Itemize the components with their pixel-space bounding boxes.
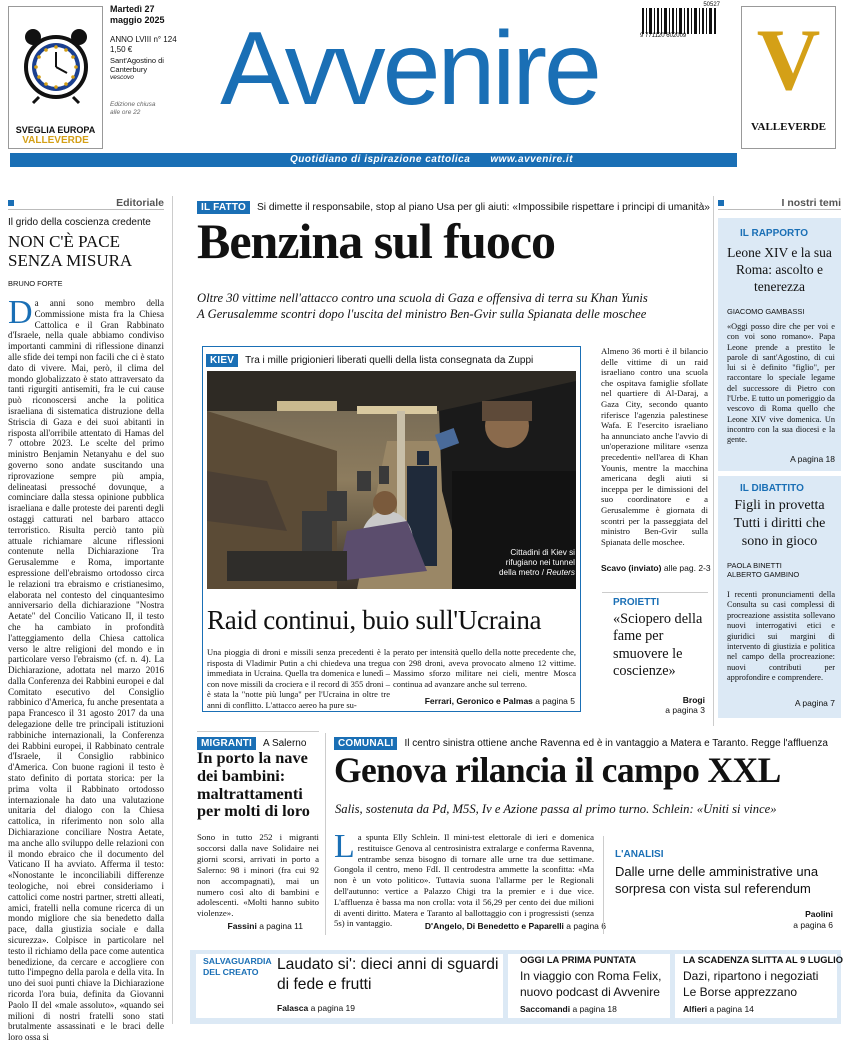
laudato-title: Laudato si': dieci anni di sguardi di fede e frutti [277, 956, 499, 993]
main-kicker: Si dimette il responsabile, stop al piano Usa per gli aiuti: «Impossibile rispettare i principi di umanità» [256, 202, 710, 213]
sidebar-label: I nostri temi [781, 196, 841, 209]
comunali-body: La spunta Elly Schlein. Il mini-test elettorale di ieri e domenica restituisce Genova al centrosinistra extralarge e conferma Ravenna, entrambe senza bisogno di tornare alle urne tra due settimane. Gongola il centro, meno FdI. Il centrodestra ammette la sconfitta: «Ma non è un voto politico». Tuttavia suona l'allarme per le Regionali dell'autunno: vertice a Palazzo Chigi tra la premier e i due vice. L'affluenza è bassa ma non crolla: vota il 56,29 per cento dei due milioni di aventi diritto. Matera e Taranto al ballottaggio con i progressisti (senza 5s) in vantaggio. [334, 828, 594, 929]
dibattito-ref: A pagina 7 [794, 698, 835, 708]
puntata-ref: Saccomandi a pagina 18 [520, 1004, 617, 1014]
migranti-divider [325, 733, 326, 935]
divider-left [172, 196, 173, 1024]
migranti-byline: Fassini [227, 921, 257, 931]
right-ad-brand: VALLEVERDE [751, 121, 826, 133]
kiev-headline[interactable]: Raid continui, buio sull'Ucraina [207, 605, 542, 635]
proietti-kicker: PROIETTI [613, 597, 660, 608]
issue-info [110, 4, 185, 117]
analisi-title: Dalle urne delle amministrative una sorpresa con vista sul referendum [615, 864, 819, 896]
main-col-text: Almeno 36 morti è il bilancio delle vittime di un raid israeliano contro una scuola che ospitava famiglie sfollate nel quartiere di Al-Daraj, a Gaza City, secondo quanto riferisce l'agenzia palestinese Wafa. E l'esercito israeliano ha annunciato anche l'avvio di un'operazione militare «senza precedenti» nell'area di Khan Younis, mentre la macchina americana degli aiuti si inceppa per le dimissioni del suo coordinatore e a Gerusalemme è giornata di scontri per la passeggiata del ministro Ben-Gvir sulla Spianata delle moschee. [601, 346, 708, 547]
right-ad-box[interactable] [741, 6, 836, 149]
saint-role: vescovo [110, 74, 134, 81]
luglio-byline: Alfieri [683, 1004, 708, 1014]
left-ad-line1: SVEGLIA EUROPA [15, 125, 96, 135]
sidebar-label-row [718, 196, 841, 210]
rapporto-ref: A pagina 18 [790, 454, 835, 464]
kiev-ref: Ferrari, Geronico e Palmas a pagina 5 [424, 696, 575, 706]
dibattito-author1: PAOLA BINETTI [727, 561, 782, 570]
rapporto-title: Leone XIV e la sua Roma: ascolto e tenerezza [727, 245, 832, 294]
puntata-title: In viaggio con Roma Felix, nuovo podcast di Avvenire [520, 969, 662, 999]
analisi-ref: a pagina 6 [793, 920, 833, 930]
rapporto-author: GIACOMO GAMBASSI [727, 307, 805, 316]
analisi-author: Paolini [805, 909, 833, 919]
barcode-icon [640, 8, 720, 34]
editorial-label-row [8, 196, 164, 210]
kiev-tag: KIEV [206, 354, 238, 367]
main-col-ref: Scavo (inviato) alle pag. 2-3 [601, 563, 711, 573]
luglio-title: Dazi, ripartono i negoziati Le Borse apprezzano [683, 969, 819, 999]
masthead-title[interactable]: Avvenire [220, 11, 599, 127]
editorial-title[interactable]: NON C'È PACE SENZA MISURA [8, 232, 133, 270]
luglio-kicker: LA SCADENZA SLITTA AL 9 LUGLIO [683, 955, 843, 965]
comunali-kicker: Il centro sinistra ottiene anche Ravenna ed è in vantaggio a Matera e Taranto. Regge l'affluenza [404, 738, 828, 749]
migranti-kicker: A Salerno [263, 738, 307, 749]
barcode-number: 9 771120 602009 [640, 33, 687, 39]
comunali-byline: D'Angelo, Di Benedetto e Paparelli [424, 921, 564, 931]
left-ad-box[interactable] [8, 6, 103, 149]
migranti-headline[interactable]: In porto la nave dei bambini: maltrattamenti per molti di loro [197, 748, 310, 821]
kiev-photo-source: Reuters [546, 568, 575, 577]
migranti-ref: Fassini a pagina 11 [227, 921, 303, 931]
editorial-kicker: Il grido della coscienza credente [8, 217, 151, 228]
puntata-byline: Saccomandi [520, 1004, 571, 1014]
laudato-byline: Falasca [277, 1003, 309, 1013]
salvaguardia-label: SALVAGUARDIA DEL CREATO [203, 956, 272, 977]
kiev-kicker-row [206, 350, 578, 368]
comunali-subline: Salis, sostenuta da Pd, M5S, Iv e Azione passa al primo turno. Schlein: «Uniti si vince» [335, 802, 777, 816]
editorial-label: Editoriale [116, 196, 164, 209]
kiev-body-right: perato per intensità quello della notte precedente che, con 298 droni, aveva provocato almeno 12 vittime. Massimo sforzo militare nei cieli, mentre Mosca continua ad avanzare anche sul terreno. [393, 647, 576, 689]
analisi-kicker: L'ANALISI [615, 849, 664, 860]
alarm-clock-icon [21, 25, 91, 105]
migranti-tag: MIGRANTI [197, 737, 256, 750]
right-ad-letter: V [756, 12, 821, 109]
kiev-photo-caption: Cittadini di Kiev si rifugiano nei tunnel della metro / Reuters [498, 548, 575, 577]
kiev-byline: Ferrari, Geronico e Palmas [424, 696, 533, 706]
main-subheadline: Oltre 30 vittime nell'attacco contro una scuola di Gaza e offensiva di terra su Khan Yunis A Gerusalemme scontri dopo l'uscita del ministro Ben-Gvir sulla Spianata delle moschee [197, 291, 648, 321]
main-tag: IL FATTO [197, 201, 250, 214]
editorial-dropcap: D [8, 294, 33, 331]
rapporto-kicker: IL RAPPORTO [740, 228, 808, 239]
proietti-author: Brogi [682, 695, 705, 705]
rapporto-body: «Oggi posso dire che per voi e con voi sono romano». Papa Leone prende a prestito le parole di sant'Agostino, di cui lui si è definito "figlio", per raccontare lo speciale legame del successore di Pietro con l'Urbe. E tutto un pomeriggio da vescovo di Roma quello che Leone XIV vive domenica. Un incontro con la sua diocesi e la gente. [727, 322, 835, 445]
barcode-top: 50527 [703, 2, 720, 8]
puntata-kicker: OGGI LA PRIMA PUNTATA [520, 955, 637, 965]
issue-date: Martedì 27 maggio 2025 [110, 4, 165, 25]
luglio-ref: Alfieri a pagina 14 [683, 1004, 754, 1014]
editorial-column [8, 196, 164, 1043]
comunali-headline[interactable]: Genova rilancia il campo XXL [334, 750, 781, 790]
comunali-tag: COMUNALI [334, 737, 397, 750]
main-col-byline: Scavo (inviato) [601, 563, 662, 573]
masthead-subtitle: Quotidiano di ispirazione cattolica www.avvenire.it [290, 154, 574, 165]
saint-of-day: Sant'Agostino di Canterbury [110, 56, 164, 74]
comunali-ref: D'Angelo, Di Benedetto e Paparelli a pagina 6 [424, 921, 606, 931]
laudato-ref: Falasca a pagina 19 [277, 1003, 356, 1013]
proietti-quote[interactable]: «Sciopero della fame per smuovere le coscienze» [613, 611, 703, 679]
comunali-dropcap: L [334, 828, 355, 865]
kiev-body-left: Una pioggia di droni e missili senza precedenti è la risposta di Vladimir Putin a chi chiedeva una tregua immediata in Ucraina. Quella tra domenica e lunedì – con nove missili da crociera e il record di 355 droni – è stata la "notte più lunga" per l'Ucraina in oltre tre anni di conflitto. L'attacco aereo ha pure su- [207, 647, 390, 710]
main-headline[interactable]: Benzina sul fuoco [197, 213, 556, 269]
proietti-ref: a pagina 3 [665, 705, 705, 715]
migranti-body: Sono in tutto 252 i migranti soccorsi dalla nave Solidaire nei giorni scorsi, arrivati in porto a Salerno: 98 i minori (fra cui 92 non accompagnati), mai un numero così alto di bambini e adolescenti. «Molti hanno subito violenze». [197, 832, 319, 919]
sidebar-divider [713, 196, 714, 726]
barcode [640, 4, 720, 38]
dibattito-title: Figli in provetta Tutti i diritti che sono in gioco [733, 498, 826, 549]
dibattito-body: I recenti pronunciamenti della Consulta su casi complessi di procreazione assistita sollevano nuovi interrogativi etici e giuridici sui margini di intervento di giustizia e politica nel campo della procreazione: nuovi contributi per approfondire e comprendere. [727, 590, 835, 683]
issue-number: ANNO LVIII n° 124 [110, 35, 177, 44]
migranti-top-rule [197, 731, 319, 732]
editorial-author: BRUNO FORTE [8, 279, 63, 288]
editorial-body: Da anni sono membro della Commissione mista fra la Chiesa Cattolica e il Gran Rabbinato d'Israele, nella quale abbiamo condiviso importanti cammini di riflessione dinanzi alle sfide dei tempi non facili che ci è stato dato di vivere. Mai, però, il clima del mondo globalizzato è stato attraversato da tanti rigurgiti antisemiti, fra le cui cause può riconoscersi anche la politica israeliana di sistematica distruzione della Striscia di Gaza e dei suoi abitanti in risposta all'orribile attentato di Hamas del 7 ottobre 2023. Le scelte del primo ministro Benjamin Netanyahu e del suo governo sono andate suscitando una riprovazione sempre più ampia, delineatasi pressoché dovunque, a cominciare dalla stessa opinione pubblica israeliana e dalle proteste dei parenti degli ostaggi catturati nel barbaro attacco terroristico. Risulta perciò tanto più attuale richiamare alcune riflessioni contenute nella Dichiarazione Tra Gerusalemme e Roma, importante espressione dell'ebraismo ortodosso circa le relazioni tra ebraismo e cristianesimo, elaborata nel contesto del cinquantesimo anniversario della dichiarazione "Nostra Aetate" del Concilio Vaticano II, il testo che ha cambiato in profondità l'atteggiamento della Chiesa cattolica verso le altre religioni del mondo e in particolare verso l'ebraismo (cf. n. 4). La Dichiarazione, adottata nel marzo 2016 dalla Conferenza dei Rabbini europei e dal Comitato esecutivo del Consiglio rabbinico d'America, fu anche presentata a papa Francesco il 31 agosto 2017 da una delegazione delle tre principali istituzioni rabbiniche internazionali, la Conferenza dei Rabbini europei, il Rabbinato centrale d'Israele, il Consiglio rabbinico d'America. Con buone ragioni il testo è stato definito di portata storica: per la prima volta il Rabbinato ortodosso internazionale ha dato una valutazione unitaria del dialogo con la Chiesa cattolica, in riferimento non solo alla Dichiarazione conciliare Nostra Aetate, ma anche allo sviluppo delle relazioni con il mondo ebraico che il documento del Vaticano II ha avviato. Afferma il testo: «Nonostante le inconciliabili differenze teologiche, noi ebrei consideriamo i cattolici come nostri partner, stretti alleati, amici, fratelli nella comune ricerca di un mondo migliore che sia benedetto dalla pace, dalla giustizia sociale e dalla sicurezza». Colpisce in particolare nel testo il richiamo della pace come autentica benedizione, da cercare e accogliere con tutto l'impegno della parola e della vita. In uno dei suoi punti chiave la Dichiarazione ricorda l'ora buia, definita da Giovanni Paolo II del «male assoluto», «quando sei milioni di nostri fratelli sono stati brutalmente assassinati e le braci delle loro ossa si [8, 294, 164, 1043]
kiev-kicker: Tra i mille prigionieri liberati quelli della lista consegnata da Zuppi [245, 355, 534, 366]
dibattito-author2: ALBERTO GAMBINO [727, 570, 800, 579]
website-link[interactable]: www.avvenire.it [490, 154, 574, 165]
dibattito-kicker: IL DIBATTITO [740, 483, 804, 494]
issue-price: 1,50 € [110, 45, 133, 54]
edition-note: Edizione chiusa alle ore 22 [110, 101, 156, 116]
left-ad-line2: VALLEVERDE [22, 135, 89, 146]
